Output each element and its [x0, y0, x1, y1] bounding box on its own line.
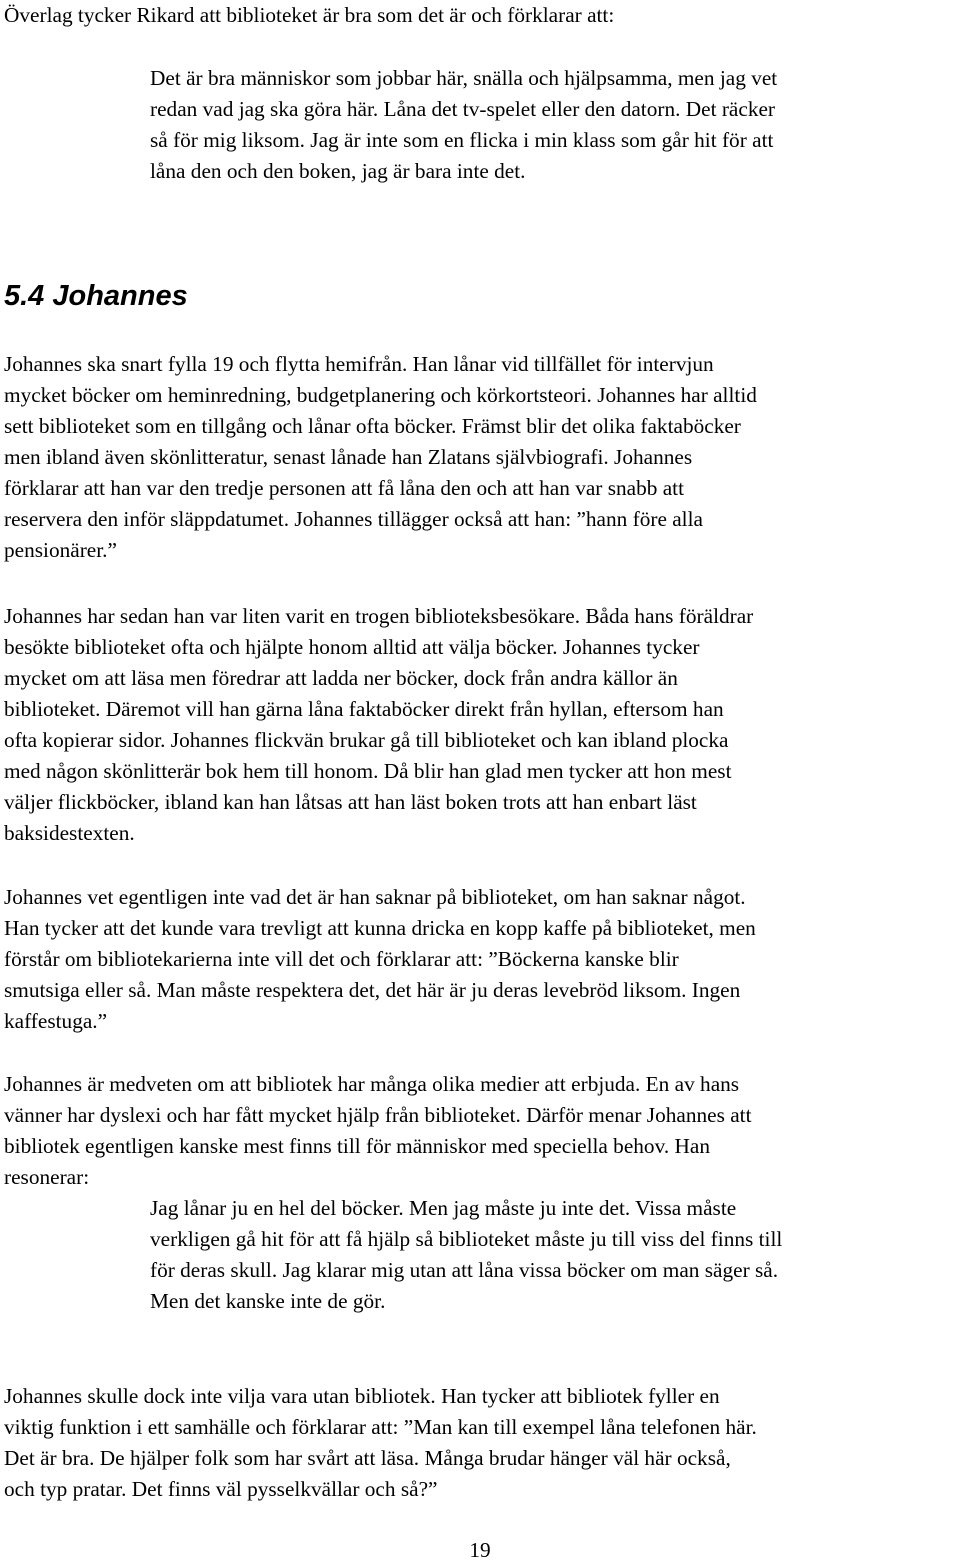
- text-line: reservera den inför släppdatumet. Johannes tillägger också att han: ”hann före alla: [4, 507, 703, 531]
- text-line: Johannes skulle dock inte vilja vara utan bibliotek. Han tycker att bibliotek fyller en: [4, 1384, 720, 1408]
- paragraph-2: [4, 601, 960, 849]
- text-line: förklarar att han var den tredje personen att få låna den och att han var snabb att: [4, 476, 685, 500]
- text-line: biblioteket. Däremot vill han gärna låna faktaböcker direkt från hyllan, eftersom han: [4, 697, 724, 721]
- quote-line: redan vad jag ska göra här. Låna det tv-spelet eller den datorn. Det räcker: [150, 97, 776, 121]
- block-quote-rikard: [150, 63, 960, 187]
- text-line: sett biblioteket som en tillgång och lånar ofta böcker. Främst blir det olika faktaböcker: [4, 414, 741, 438]
- quote-line: för deras skull. Jag klarar mig utan att låna vissa böcker om man säger så.: [150, 1258, 779, 1282]
- text-line: förstår om bibliotekarierna inte vill det och förklarar att: ”Böckerna kanske blir: [4, 947, 679, 971]
- text-line: Johannes är medveten om att bibliotek har många olika medier att erbjuda. En av hans: [4, 1072, 740, 1096]
- text-line: kaffestuga.”: [4, 1009, 108, 1033]
- text-line: smutsiga eller så. Man måste respektera det, det här är ju deras levebröd liksom. Ingen: [4, 978, 741, 1002]
- text-line: Det är bra. De hjälper folk som har svårt att läsa. Många brudar hänger väl här också,: [4, 1446, 731, 1470]
- text-line: Johannes ska snart fylla 19 och flytta hemifrån. Han lånar vid tillfället för intervjun: [4, 352, 714, 376]
- text-line: mycket om att läsa men föredrar att ladda ner böcker, dock från andra källor än: [4, 666, 678, 690]
- text-line: Johannes vet egentligen inte vad det är han saknar på biblioteket, om han saknar något.: [4, 885, 746, 909]
- text-line: besökte biblioteket ofta och hjälpte honom alltid att välja böcker. Johannes tycker: [4, 635, 700, 659]
- quote-line: Jag lånar ju en hel del böcker. Men jag måste ju inte det. Vissa måste: [150, 1196, 737, 1220]
- page-number: 19: [469, 1538, 491, 1562]
- text-line: Johannes har sedan han var liten varit en trogen biblioteksbesökare. Båda hans föräldrar: [4, 604, 754, 628]
- quote-line: verkligen gå hit för att få hjälp så biblioteket måste ju till viss del finns till: [150, 1227, 783, 1251]
- text-line: ofta kopierar sidor. Johannes flickvän brukar gå till biblioteket och kan ibland plocka: [4, 728, 729, 752]
- quote-line: Men det kanske inte de gör.: [150, 1289, 386, 1313]
- paragraph-3: [4, 882, 960, 1037]
- text-line: viktig funktion i ett samhälle och förklarar att: ”Man kan till exempel låna telefonen här.: [4, 1415, 757, 1439]
- paragraph-5: [4, 1381, 960, 1505]
- section-heading: 5.4 Johannes: [4, 280, 188, 312]
- intro-paragraph: [4, 0, 960, 31]
- text-line: vänner har dyslexi och har fått mycket hjälp från biblioteket. Därför menar Johannes att: [4, 1103, 752, 1127]
- text-line: och typ pratar. Det finns väl pysselkvällar och så?”: [4, 1477, 438, 1501]
- paragraph-4: [4, 1069, 960, 1193]
- text-line: mycket böcker om heminredning, budgetplanering och körkortsteori. Johannes har alltid: [4, 383, 757, 407]
- text-line: med någon skönlitterär bok hem till honom. Då blir han glad men tycker att hon mest: [4, 759, 732, 783]
- quote-line: så för mig liksom. Jag är inte som en flicka i min klass som går hit för att: [150, 128, 774, 152]
- text-line: men ibland även skönlitteratur, senast lånade han Zlatans självbiografi. Johannes: [4, 445, 693, 469]
- text-line: bibliotek egentligen kanske mest finns till för människor med speciella behov. Han: [4, 1134, 710, 1158]
- text-line: resonerar:: [4, 1165, 90, 1189]
- quote-line: låna den och den boken, jag är bara inte det.: [150, 159, 526, 183]
- text-line: pensionärer.”: [4, 538, 117, 562]
- text-line: Han tycker att det kunde vara trevligt att kunna dricka en kopp kaffe på biblioteket, men: [4, 916, 756, 940]
- quote-line: Det är bra människor som jobbar här, snälla och hjälpsamma, men jag vet: [150, 66, 778, 90]
- text-line: väljer flickböcker, ibland kan han låtsas att han läst boken trots att han enbart läst: [4, 790, 697, 814]
- paragraph-1: [4, 349, 960, 566]
- text-line: baksidestexten.: [4, 821, 135, 845]
- block-quote-johannes: [150, 1193, 960, 1317]
- text-line: Överlag tycker Rikard att biblioteket är bra som det är och förklarar att:: [4, 3, 615, 27]
